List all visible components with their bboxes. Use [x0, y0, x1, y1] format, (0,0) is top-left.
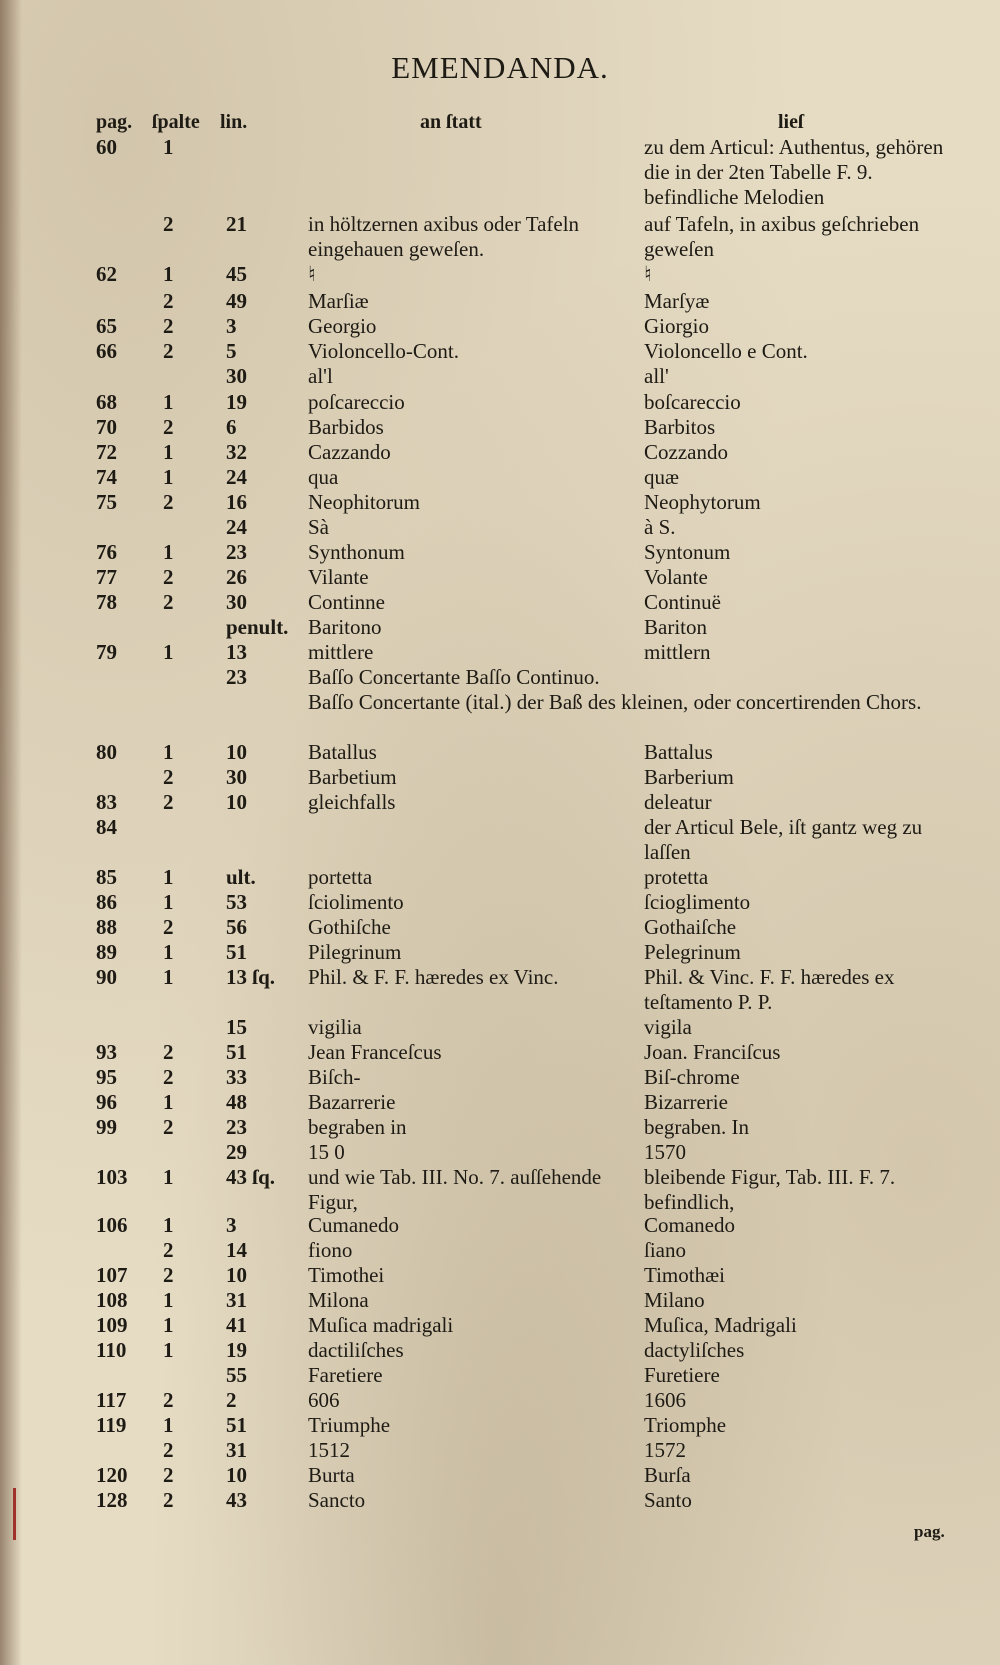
cell-spalte: 2	[163, 915, 174, 939]
cell-lies: Biſ-chrome	[644, 1065, 740, 1089]
cell-spalte: 1	[163, 262, 174, 286]
cell-line: ult.	[226, 865, 256, 889]
cell-line: 19	[226, 1338, 247, 1362]
cell-line: 29	[226, 1140, 247, 1164]
cell-page: 103	[96, 1165, 128, 1189]
cell-spalte: 2	[163, 1438, 174, 1462]
cell-line: 31	[226, 1438, 247, 1462]
cell-an-statt: Georgio	[308, 314, 377, 338]
cell-page: 89	[96, 940, 117, 964]
cell-line: 48	[226, 1090, 247, 1114]
cell-lies: ♮	[644, 262, 652, 286]
cell-lies: Syntonum	[644, 540, 731, 564]
cell-an-statt: 1512	[308, 1438, 350, 1462]
cell-line: 31	[226, 1288, 247, 1312]
cell-an-statt: Baritono	[308, 615, 382, 639]
cell-line: penult.	[226, 615, 289, 639]
cell-line: 51	[226, 1413, 247, 1437]
cell-page: 106	[96, 1213, 128, 1237]
cell-line: 13	[226, 640, 247, 664]
cell-an-statt: ſciolimento	[308, 890, 404, 914]
cell-page: 74	[96, 465, 117, 489]
cell-lies: zu dem Articul: Authentus, gehören die in der 2ten Tabelle F. 9. befindliche Melodien	[644, 135, 944, 209]
cell-spalte: 2	[163, 289, 174, 313]
cell-page: 84	[96, 815, 117, 839]
cell-spalte: 2	[163, 1463, 174, 1487]
cell-lies: Gothaiſche	[644, 915, 737, 939]
cell-lies: Barberium	[644, 765, 734, 789]
cell-page: 79	[96, 640, 117, 664]
header-spalte: ſpalte	[152, 111, 200, 133]
cell-page: 68	[96, 390, 117, 414]
cell-an-statt: Phil. & F. F. hæredes ex Vinc.	[308, 965, 559, 989]
cell-page: 72	[96, 440, 117, 464]
cell-lies: boſcareccio	[644, 390, 741, 414]
cell-page: 108	[96, 1288, 128, 1312]
cell-page: 75	[96, 490, 117, 514]
cell-spalte: 2	[163, 415, 174, 439]
cell-spalte: 2	[163, 1263, 174, 1287]
cell-page: 119	[96, 1413, 127, 1437]
cell-lies: der Articul Bele, iſt gantz weg zu laſſen	[644, 815, 923, 864]
cell-lies: quæ	[644, 465, 680, 489]
cell-spalte: 1	[163, 1213, 174, 1237]
cell-line: 14	[226, 1238, 247, 1262]
cell-lies: ſiano	[644, 1238, 686, 1262]
cell-page: 66	[96, 339, 117, 363]
cell-an-statt: dactiliſches	[308, 1338, 404, 1362]
cell-an-statt: Biſch-	[308, 1065, 361, 1089]
cell-spalte: 2	[163, 212, 174, 236]
cell-lies: vigila	[644, 1015, 692, 1039]
cell-spalte: 1	[163, 640, 174, 664]
cell-spalte: 2	[163, 1115, 174, 1139]
cell-lies: Barbitos	[644, 415, 716, 439]
cell-line: 30	[226, 765, 247, 789]
cell-page: 90	[96, 965, 117, 989]
cell-page: 109	[96, 1313, 128, 1337]
cell-lies: deleatur	[644, 790, 712, 814]
cell-page: 83	[96, 790, 117, 814]
cell-line: 19	[226, 390, 247, 414]
cell-an-statt: poſcareccio	[308, 390, 405, 414]
cell-an-statt: begraben in	[308, 1115, 407, 1139]
cell-spalte: 2	[163, 565, 174, 589]
cell-line: 23	[226, 540, 247, 564]
cell-line: 5	[226, 339, 237, 363]
header-pag: pag.	[96, 111, 133, 133]
cell-line: 43 ſq.	[226, 1165, 276, 1189]
cell-an-statt: Milona	[308, 1288, 369, 1312]
cell-spalte: 2	[163, 490, 174, 514]
cell-spalte: 2	[163, 765, 174, 789]
catchword: pag.	[914, 1522, 945, 1541]
cell-spalte: 1	[163, 1165, 174, 1189]
cell-line: 26	[226, 565, 247, 589]
cell-lies: protetta	[644, 865, 709, 889]
cell-spalte: 2	[163, 1065, 174, 1089]
cell-lies: Cozzando	[644, 440, 728, 464]
cell-an-statt: Baſſo Concertante (ital.) der Baß des kleinen, oder concertirenden Chors.	[308, 690, 922, 714]
cell-line: 10	[226, 1263, 247, 1287]
cell-line: 10	[226, 790, 247, 814]
cell-line: 53	[226, 890, 247, 914]
cell-lies: 1606	[644, 1388, 686, 1412]
cell-page: 110	[96, 1338, 127, 1362]
cell-an-statt: qua	[308, 465, 339, 489]
cell-lies: à S.	[644, 515, 676, 539]
cell-lies: Timothæi	[644, 1263, 725, 1287]
cell-an-statt: Continne	[308, 590, 385, 614]
cell-page: 88	[96, 915, 117, 939]
cell-lies: Santo	[644, 1488, 692, 1512]
cell-line: 33	[226, 1065, 247, 1089]
cell-spalte: 1	[163, 740, 174, 764]
cell-spalte: 2	[163, 1238, 174, 1262]
cell-lies: all'	[644, 364, 669, 388]
cell-spalte: 1	[163, 1288, 174, 1312]
cell-an-statt: fiono	[308, 1238, 353, 1262]
cell-line: 41	[226, 1313, 247, 1337]
cell-an-statt: Faretiere	[308, 1363, 383, 1387]
cell-lies: Volante	[644, 565, 708, 589]
cell-spalte: 1	[163, 390, 174, 414]
cell-line: 2	[226, 1388, 237, 1412]
cell-spalte: 1	[163, 465, 174, 489]
cell-lies: Furetiere	[644, 1363, 720, 1387]
cell-spalte: 1	[163, 440, 174, 464]
cell-an-statt: Gothiſche	[308, 915, 391, 939]
page-edge-shadow	[0, 0, 22, 1665]
cell-spalte: 1	[163, 865, 174, 889]
cell-lies: auf Tafeln, in axibus geſchrieben geweſen	[644, 212, 920, 261]
cell-an-statt: Violoncello-Cont.	[308, 339, 459, 363]
cell-line: 45	[226, 262, 247, 286]
cell-spalte: 2	[163, 1488, 174, 1512]
cell-page: 62	[96, 262, 117, 286]
cell-page: 99	[96, 1115, 117, 1139]
cell-an-statt: 606	[308, 1388, 340, 1412]
cell-line: 30	[226, 364, 247, 388]
cell-line: 51	[226, 1040, 247, 1064]
cell-line: 16	[226, 490, 247, 514]
cell-an-statt: Triumphe	[308, 1413, 391, 1437]
cell-an-statt: Timothei	[308, 1263, 385, 1287]
cell-page: 107	[96, 1263, 128, 1287]
cell-spalte: 1	[163, 540, 174, 564]
cell-an-statt: in höltzernen axibus oder Tafeln eingehauen geweſen.	[308, 212, 580, 261]
cell-page: 95	[96, 1065, 117, 1089]
cell-spalte: 1	[163, 1313, 174, 1337]
cell-line: 49	[226, 289, 247, 313]
cell-an-statt: al'l	[308, 364, 333, 388]
cell-page: 80	[96, 740, 117, 764]
cell-an-statt: Burta	[308, 1463, 355, 1487]
cell-spalte: 1	[163, 135, 174, 159]
cell-an-statt: Bazarrerie	[308, 1090, 396, 1114]
cell-page: 78	[96, 590, 117, 614]
cell-lies: mittlern	[644, 640, 711, 664]
cell-lies: bleibende Figur, Tab. III. F. 7. befindlich,	[644, 1165, 896, 1214]
cell-an-statt: Barbidos	[308, 415, 384, 439]
cell-line: 43	[226, 1488, 247, 1512]
cell-line: 6	[226, 415, 237, 439]
cell-lies: Phil. & Vinc. F. F. hæredes ex teſtamento P. P.	[644, 965, 895, 1014]
cell-an-statt: Cumanedo	[308, 1213, 399, 1237]
cell-line: 55	[226, 1363, 247, 1387]
cell-lies: dactyliſches	[644, 1338, 745, 1362]
cell-spalte: 1	[163, 1090, 174, 1114]
cell-page: 120	[96, 1463, 128, 1487]
cell-lies: Joan. Franciſcus	[644, 1040, 781, 1064]
cell-spalte: 1	[163, 940, 174, 964]
cell-lies: Violoncello e Cont.	[644, 339, 808, 363]
cell-line: 56	[226, 915, 247, 939]
cell-an-statt: vigilia	[308, 1015, 362, 1039]
cell-lies: Giorgio	[644, 314, 709, 338]
cell-an-statt: 15 0	[308, 1140, 345, 1164]
cell-spalte: 1	[163, 1413, 174, 1437]
cell-lies: Bariton	[644, 615, 707, 639]
cell-an-statt: Sà	[308, 515, 329, 539]
cell-page: 93	[96, 1040, 117, 1064]
cell-lies: Bizarrerie	[644, 1090, 728, 1114]
cell-lies: Pelegrinum	[644, 940, 741, 964]
cell-an-statt: Batallus	[308, 740, 377, 764]
cell-lies: Burſa	[644, 1463, 691, 1487]
cell-line: 30	[226, 590, 247, 614]
cell-lies: Marſyæ	[644, 289, 710, 313]
cell-lies: begraben. In	[644, 1115, 749, 1139]
header-an-statt: an ſtatt	[420, 111, 482, 133]
cell-page: 76	[96, 540, 117, 564]
cell-line: 21	[226, 212, 247, 236]
cell-line: 23	[226, 665, 247, 689]
cell-lies: Continuë	[644, 590, 721, 614]
cell-spalte: 1	[163, 965, 174, 989]
cell-an-statt: Sancto	[308, 1488, 366, 1512]
header-lies: lieſ	[778, 111, 804, 133]
cell-page: 60	[96, 135, 117, 159]
cell-line: 3	[226, 314, 237, 338]
cell-lies: Neophytorum	[644, 490, 761, 514]
cell-an-statt: Neophitorum	[308, 490, 420, 514]
cell-spalte: 1	[163, 890, 174, 914]
cell-lies: Battalus	[644, 740, 713, 764]
cell-line: 10	[226, 1463, 247, 1487]
cell-page: 65	[96, 314, 117, 338]
cell-an-statt: Vilante	[308, 565, 369, 589]
cell-spalte: 1	[163, 1338, 174, 1362]
cell-lies: Comanedo	[644, 1213, 735, 1237]
cell-an-statt: portetta	[308, 865, 373, 889]
cell-lies: Triomphe	[644, 1413, 727, 1437]
cell-line: 13 ſq.	[226, 965, 276, 989]
cell-an-statt: Marſiæ	[308, 289, 369, 313]
cell-page: 96	[96, 1090, 117, 1114]
cell-page: 128	[96, 1488, 128, 1512]
cell-lies: Muſica, Madrigali	[644, 1313, 797, 1337]
cell-an-statt: Baſſo Concertante Baſſo Continuo.	[308, 665, 600, 689]
cell-line: 32	[226, 440, 247, 464]
cell-spalte: 2	[163, 314, 174, 338]
cell-an-statt: mittlere	[308, 640, 374, 664]
cell-spalte: 2	[163, 1388, 174, 1412]
cell-an-statt: Cazzando	[308, 440, 391, 464]
cell-line: 24	[226, 465, 247, 489]
cell-spalte: 2	[163, 590, 174, 614]
cell-spalte: 2	[163, 339, 174, 363]
cell-line: 23	[226, 1115, 247, 1139]
cell-page: 70	[96, 415, 117, 439]
header-lin: lin.	[220, 111, 248, 133]
cell-line: 10	[226, 740, 247, 764]
cell-line: 15	[226, 1015, 247, 1039]
cell-an-statt: ♮	[308, 262, 316, 286]
cell-an-statt: und wie Tab. III. No. 7. auſſehende Figur,	[308, 1165, 602, 1214]
cell-page: 85	[96, 865, 117, 889]
page-edge-mark	[13, 1488, 16, 1540]
cell-line: 24	[226, 515, 247, 539]
cell-lies: 1572	[644, 1438, 686, 1462]
cell-an-statt: Barbetium	[308, 765, 397, 789]
cell-page: 86	[96, 890, 117, 914]
cell-lies: ſcioglimento	[644, 890, 751, 914]
cell-lies: Milano	[644, 1288, 705, 1312]
cell-an-statt: Jean Franceſcus	[308, 1040, 442, 1064]
cell-lies: 1570	[644, 1140, 686, 1164]
cell-spalte: 2	[163, 790, 174, 814]
page-title: EMENDANDA.	[391, 50, 609, 85]
cell-an-statt: Synthonum	[308, 540, 405, 564]
cell-an-statt: Muſica madrigali	[308, 1313, 454, 1337]
cell-an-statt: gleichfalls	[308, 790, 396, 814]
cell-page: 77	[96, 565, 117, 589]
cell-spalte: 2	[163, 1040, 174, 1064]
cell-line: 51	[226, 940, 247, 964]
cell-an-statt: Pilegrinum	[308, 940, 402, 964]
cell-line: 3	[226, 1213, 237, 1237]
cell-page: 117	[96, 1388, 127, 1412]
